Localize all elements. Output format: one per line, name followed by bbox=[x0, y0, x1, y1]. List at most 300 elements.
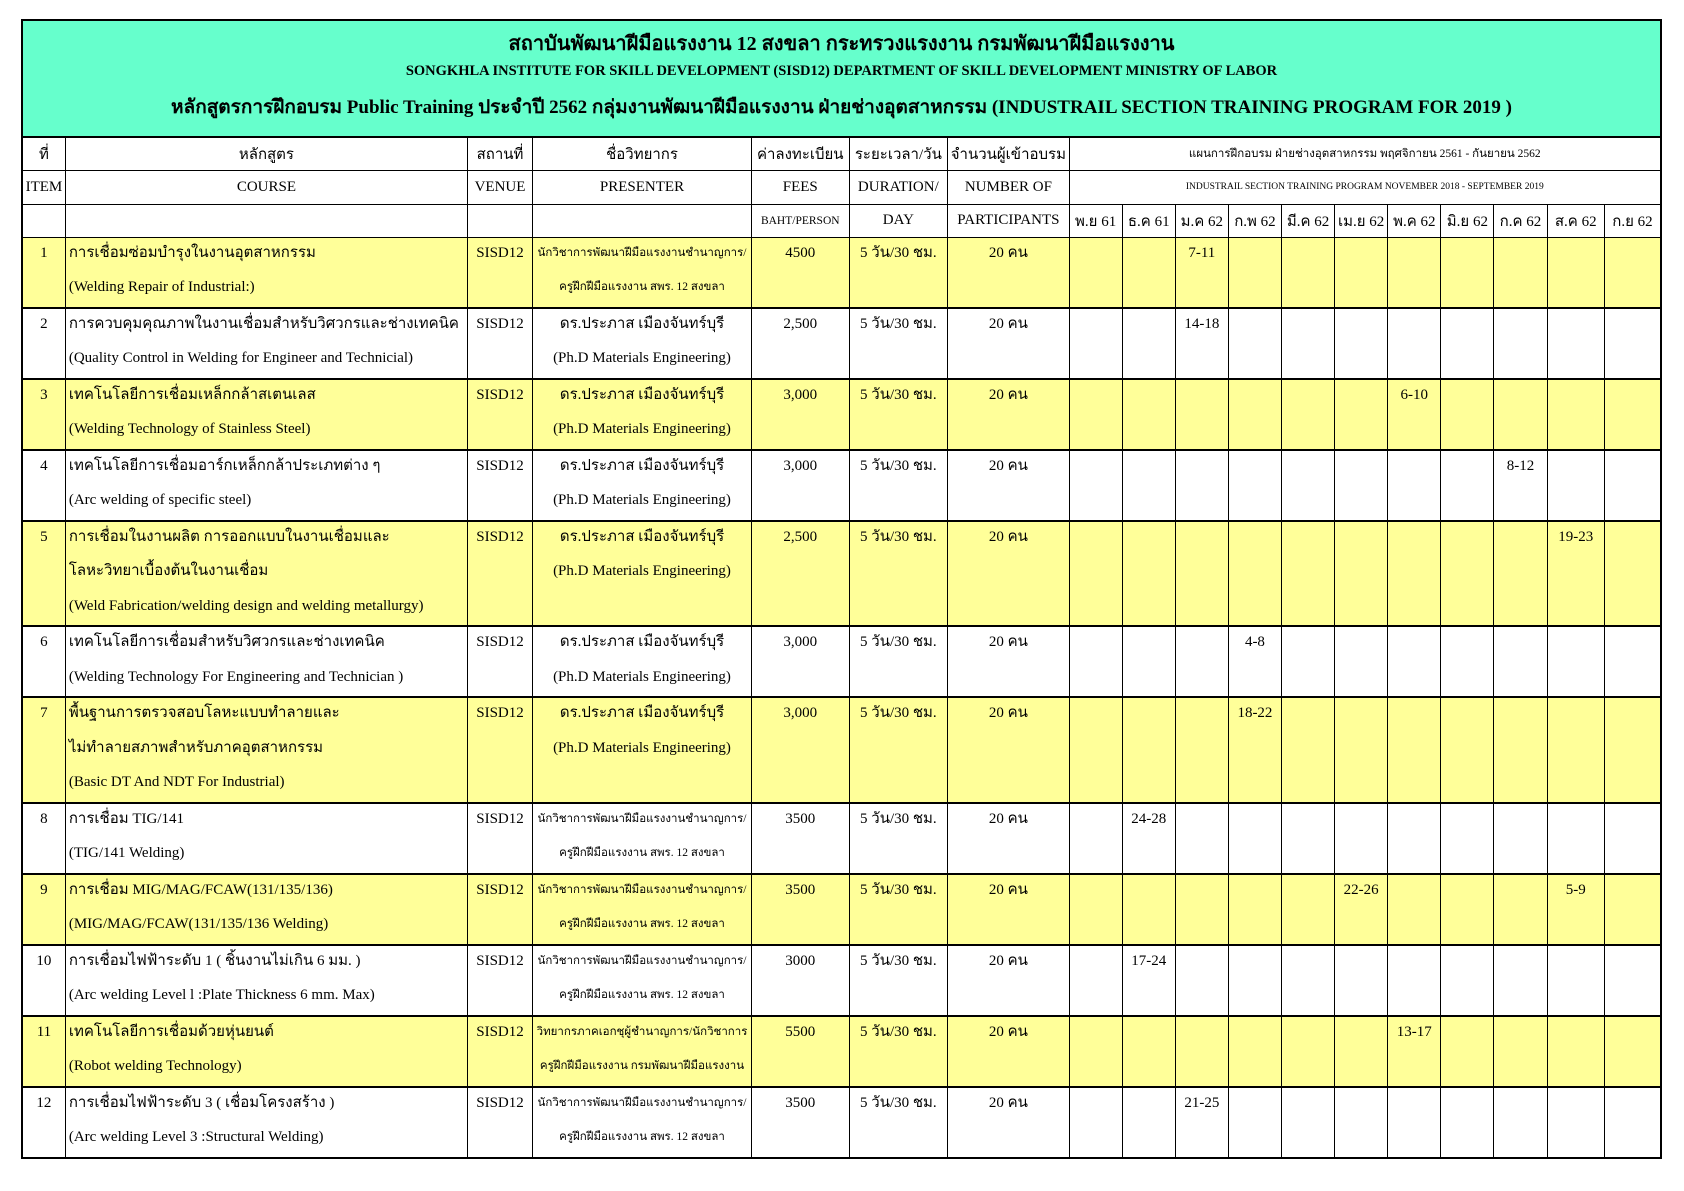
venue-cell bbox=[468, 450, 533, 521]
venue-text: SISD12 bbox=[476, 634, 524, 650]
fees-cell bbox=[751, 1087, 849, 1158]
fees-cell bbox=[751, 803, 849, 874]
fees-cell bbox=[751, 450, 849, 521]
schedule-cell-มิ.ย-62 bbox=[1441, 237, 1494, 308]
course-cell bbox=[65, 1016, 467, 1087]
schedule-cell-มี.ค-62 bbox=[1282, 626, 1335, 697]
course-cell bbox=[65, 945, 467, 1016]
schedule-cell-พ.ย-61 bbox=[1069, 1016, 1122, 1087]
schedule-cell-ส.ค-62 bbox=[1547, 697, 1604, 803]
duration-cell bbox=[849, 237, 948, 308]
schedule-cell-มี.ค-62 bbox=[1282, 1016, 1335, 1087]
course-line: โลหะวิทยาเบื้องต้นในงานเชื่อม bbox=[68, 563, 269, 579]
schedule-cell-ส.ค-62 bbox=[1547, 945, 1604, 1016]
item-number bbox=[22, 521, 65, 627]
participants-cell bbox=[948, 945, 1069, 1016]
duration-cell bbox=[849, 874, 948, 945]
schedule-cell-ส.ค-62 bbox=[1547, 450, 1604, 521]
participants-text: 20 คน bbox=[988, 1023, 1028, 1040]
fees-text: 3000 bbox=[785, 952, 816, 969]
table-row bbox=[22, 308, 1661, 379]
schedule-cell-ก.ค-62 bbox=[1494, 697, 1547, 803]
month-header-10: ก.ย 62 bbox=[1604, 204, 1661, 237]
presenter-cell bbox=[533, 308, 752, 379]
schedule-cell-ส.ค-62 bbox=[1547, 1087, 1604, 1158]
schedule-cell-มิ.ย-62 bbox=[1441, 945, 1494, 1016]
fees-cell bbox=[751, 308, 849, 379]
fees-text: 3500 bbox=[785, 1094, 816, 1111]
schedule-cell-พ.ค-62 bbox=[1388, 803, 1441, 874]
fees-cell bbox=[751, 521, 849, 627]
participants-cell bbox=[948, 626, 1069, 697]
schedule-cell-พ.ย-61 bbox=[1069, 379, 1122, 450]
schedule-cell-พ.ค-62 bbox=[1388, 1087, 1441, 1158]
course-cell bbox=[65, 450, 467, 521]
schedule-cell-พ.ค-62 bbox=[1388, 521, 1441, 627]
fees-cell bbox=[751, 874, 849, 945]
month-header-2: ม.ค 62 bbox=[1175, 204, 1228, 237]
course-line: ไม่ทำลายสภาพสำหรับภาคอุตสาหกรรม bbox=[68, 739, 324, 756]
schedule-cell-ธ.ค-61 bbox=[1122, 237, 1175, 308]
month-header-8: ก.ค 62 bbox=[1494, 204, 1547, 237]
col-item-th: ที่ bbox=[22, 137, 65, 170]
month-header-6: พ.ค 62 bbox=[1388, 204, 1441, 237]
duration-cell bbox=[849, 803, 948, 874]
schedule-cell-พ.ค-62 bbox=[1388, 237, 1441, 308]
schedule-cell-มี.ค-62 bbox=[1282, 1087, 1335, 1158]
course-line: การเชื่อมไฟฟ้าระดับ 1 ( ชิ้นงานไม่เกิน 6 มม. ) bbox=[68, 952, 361, 969]
schedule-cell-ก.ค-62 bbox=[1494, 874, 1547, 945]
presenter-line: ครูฝึกฝีมือแรงงาน สพร. 12 สงขลา bbox=[559, 281, 725, 293]
course-cell bbox=[65, 237, 467, 308]
venue-cell bbox=[468, 1087, 533, 1158]
schedule-cell-ธ.ค-61 bbox=[1122, 874, 1175, 945]
schedule-cell-ธ.ค-61 bbox=[1122, 521, 1175, 627]
schedule-cell-ก.พ-62 bbox=[1228, 1016, 1281, 1087]
col-course-en: COURSE bbox=[65, 170, 467, 204]
presenter-line: (Ph.D Materials Engineering) bbox=[553, 563, 731, 579]
venue-cell bbox=[468, 1016, 533, 1087]
schedule-cell-มี.ค-62 bbox=[1282, 803, 1335, 874]
fees-cell bbox=[751, 945, 849, 1016]
schedule-cell-ก.ค-62 bbox=[1494, 803, 1547, 874]
col-participants-th: จำนวนผู้เข้าอบรม bbox=[948, 137, 1069, 170]
schedule-cell-ม.ค-62 bbox=[1175, 379, 1228, 450]
participants-text: 20 คน bbox=[988, 386, 1028, 403]
schedule-cell-ก.พ-62: 18-22 bbox=[1228, 697, 1281, 803]
duration-text: 5 วัน/30 ชม. bbox=[860, 244, 937, 261]
venue-text: SISD12 bbox=[476, 1023, 524, 1040]
schedule-cell-ก.ค-62 bbox=[1494, 945, 1547, 1016]
schedule-cell-ก.ย-62 bbox=[1604, 803, 1661, 874]
course-cell bbox=[65, 626, 467, 697]
presenter-line: ครูฝึกฝีมือแรงงาน สพร. 12 สงขลา bbox=[559, 847, 725, 859]
presenter-line: ครูฝึกฝีมือแรงงาน สพร. 12 สงขลา bbox=[559, 1131, 725, 1143]
schedule-cell-เม.ย-62 bbox=[1335, 308, 1388, 379]
venue-text: SISD12 bbox=[476, 315, 524, 332]
duration-text: 5 วัน/30 ชม. bbox=[860, 634, 937, 650]
item-number bbox=[22, 308, 65, 379]
schedule-cell-เม.ย-62: 22-26 bbox=[1335, 874, 1388, 945]
month-header-0: พ.ย 61 bbox=[1069, 204, 1122, 237]
schedule-cell-ธ.ค-61 bbox=[1122, 697, 1175, 803]
duration-cell bbox=[849, 1016, 948, 1087]
schedule-cell-มิ.ย-62 bbox=[1441, 874, 1494, 945]
schedule-cell-พ.ค-62 bbox=[1388, 450, 1441, 521]
schedule-cell-มิ.ย-62 bbox=[1441, 803, 1494, 874]
presenter-cell bbox=[533, 626, 752, 697]
participants-text: 20 คน bbox=[988, 634, 1028, 650]
plan-header-en: INDUSTRAIL SECTION TRAINING PROGRAM NOVEMBER 2018 - SEPTEMBER 2019 bbox=[1069, 170, 1661, 204]
presenter-line: นักวิชาการพัฒนาฝีมือแรงงานชำนาญการ/ bbox=[537, 954, 747, 967]
col-venue-th: สถานที่ bbox=[468, 137, 533, 170]
presenter-line: ครูฝึกฝีมือแรงงาน กรมพัฒนาฝีมือแรงงาน bbox=[539, 1060, 745, 1072]
schedule-cell-ก.ค-62 bbox=[1494, 379, 1547, 450]
schedule-cell-ม.ค-62: 14-18 bbox=[1175, 308, 1228, 379]
course-line: (Weld Fabrication/welding design and welding metallurgy) bbox=[68, 597, 424, 614]
schedule-cell-ก.พ-62 bbox=[1228, 521, 1281, 627]
schedule-cell-มิ.ย-62 bbox=[1441, 697, 1494, 803]
schedule-cell-พ.ย-61 bbox=[1069, 450, 1122, 521]
schedule-cell-ธ.ค-61 bbox=[1122, 308, 1175, 379]
course-line: (TIG/141 Welding) bbox=[68, 845, 185, 861]
participants-cell bbox=[948, 1016, 1069, 1087]
course-cell bbox=[65, 521, 467, 627]
duration-text: 5 วัน/30 ชม. bbox=[860, 315, 937, 332]
item-number-text: 7 bbox=[40, 705, 48, 721]
table-row bbox=[22, 521, 1661, 627]
month-header-9: ส.ค 62 bbox=[1547, 204, 1604, 237]
schedule-cell-พ.ค-62 bbox=[1388, 874, 1441, 945]
schedule-cell-พ.ย-61 bbox=[1069, 521, 1122, 627]
schedule-cell-ธ.ค-61 bbox=[1122, 450, 1175, 521]
table-row bbox=[22, 874, 1661, 945]
col-fees-unit: BAHT/PERSON bbox=[751, 204, 849, 237]
fees-cell bbox=[751, 1016, 849, 1087]
participants-cell bbox=[948, 521, 1069, 627]
col-course-blank bbox=[65, 204, 467, 237]
participants-cell bbox=[948, 874, 1069, 945]
course-cell bbox=[65, 697, 467, 803]
venue-cell bbox=[468, 803, 533, 874]
venue-text: SISD12 bbox=[476, 457, 524, 474]
participants-cell bbox=[948, 237, 1069, 308]
duration-cell bbox=[849, 626, 948, 697]
month-header-3: ก.พ 62 bbox=[1228, 204, 1281, 237]
schedule-cell-มี.ค-62 bbox=[1282, 450, 1335, 521]
item-number-text: 6 bbox=[40, 634, 48, 650]
schedule-cell-มี.ค-62 bbox=[1282, 379, 1335, 450]
schedule-cell-ก.ค-62 bbox=[1494, 1087, 1547, 1158]
presenter-line: (Ph.D Materials Engineering) bbox=[553, 739, 731, 756]
course-line: การเชื่อมในงานผลิต การออกแบบในงานเชื่อมและ bbox=[68, 528, 390, 545]
item-number bbox=[22, 1087, 65, 1158]
table-row bbox=[22, 1016, 1661, 1087]
course-line: (MIG/MAG/FCAW(131/135/136 Welding) bbox=[68, 916, 329, 932]
participants-cell bbox=[948, 450, 1069, 521]
schedule-cell-ม.ค-62 bbox=[1175, 874, 1228, 945]
schedule-cell-เม.ย-62 bbox=[1335, 379, 1388, 450]
schedule-cell-ก.ย-62 bbox=[1604, 874, 1661, 945]
schedule-cell-ธ.ค-61 bbox=[1122, 1087, 1175, 1158]
presenter-line: ครูฝึกฝีมือแรงงาน สพร. 12 สงขลา bbox=[559, 918, 725, 930]
schedule-cell-ส.ค-62 bbox=[1547, 308, 1604, 379]
schedule-cell-ธ.ค-61 bbox=[1122, 379, 1175, 450]
course-line: (Robot welding Technology) bbox=[68, 1058, 242, 1074]
venue-text: SISD12 bbox=[476, 244, 524, 261]
presenter-cell bbox=[533, 1087, 752, 1158]
schedule-cell-ม.ค-62 bbox=[1175, 1016, 1228, 1087]
presenter-line: ดร.ประภาส เมืองจันทร์บุรี bbox=[559, 386, 725, 403]
schedule-cell-ก.พ-62 bbox=[1228, 237, 1281, 308]
schedule-cell-พ.ย-61 bbox=[1069, 626, 1122, 697]
presenter-line: นักวิชาการพัฒนาฝีมือแรงงานชำนาญการ/ bbox=[537, 812, 747, 825]
venue-cell bbox=[468, 521, 533, 627]
fees-text: 2,500 bbox=[783, 315, 818, 332]
schedule-cell-มิ.ย-62 bbox=[1441, 450, 1494, 521]
fees-text: 3,000 bbox=[783, 386, 818, 403]
course-line: เทคโนโลยีการเชื่อมอาร์กเหล็กกล้าประเภทต่าง ๆ bbox=[68, 457, 381, 474]
item-number bbox=[22, 450, 65, 521]
col-course-th: หลักสูตร bbox=[65, 137, 467, 170]
month-header-5: เม.ย 62 bbox=[1335, 204, 1388, 237]
presenter-line: ครูฝึกฝีมือแรงงาน สพร. 12 สงขลา bbox=[559, 989, 725, 1001]
schedule-cell-ก.พ-62 bbox=[1228, 450, 1281, 521]
schedule-cell-พ.ย-61 bbox=[1069, 874, 1122, 945]
duration-cell bbox=[849, 450, 948, 521]
presenter-line: (Ph.D Materials Engineering) bbox=[553, 421, 731, 437]
item-number bbox=[22, 379, 65, 450]
schedule-cell-ส.ค-62 bbox=[1547, 237, 1604, 308]
participants-text: 20 คน bbox=[988, 952, 1028, 969]
presenter-cell bbox=[533, 521, 752, 627]
fees-text: 3500 bbox=[785, 881, 816, 898]
duration-text: 5 วัน/30 ชม. bbox=[860, 952, 937, 969]
venue-text: SISD12 bbox=[476, 952, 524, 969]
course-cell bbox=[65, 308, 467, 379]
presenter-cell bbox=[533, 1016, 752, 1087]
course-line: (Welding Repair of Industrial:) bbox=[68, 279, 255, 295]
schedule-cell-ก.ย-62 bbox=[1604, 450, 1661, 521]
schedule-cell-มิ.ย-62 bbox=[1441, 1087, 1494, 1158]
schedule-cell-ก.ย-62 bbox=[1604, 379, 1661, 450]
duration-text: 5 วัน/30 ชม. bbox=[860, 386, 937, 403]
schedule-cell-ม.ค-62 bbox=[1175, 697, 1228, 803]
fees-cell bbox=[751, 237, 849, 308]
month-header-4: มี.ค 62 bbox=[1282, 204, 1335, 237]
schedule-cell-ก.ย-62 bbox=[1604, 945, 1661, 1016]
schedule-cell-พ.ย-61 bbox=[1069, 308, 1122, 379]
col-venue-blank bbox=[468, 204, 533, 237]
venue-cell bbox=[468, 308, 533, 379]
schedule-cell-มี.ค-62 bbox=[1282, 308, 1335, 379]
venue-text: SISD12 bbox=[476, 1094, 524, 1111]
schedule-cell-ส.ค-62: 5-9 bbox=[1547, 874, 1604, 945]
schedule-cell-พ.ค-62: 13-17 bbox=[1388, 1016, 1441, 1087]
venue-cell bbox=[468, 874, 533, 945]
fees-cell bbox=[751, 379, 849, 450]
schedule-cell-ก.พ-62 bbox=[1228, 945, 1281, 1016]
fees-text: 2,500 bbox=[783, 528, 818, 545]
table-row bbox=[22, 450, 1661, 521]
presenter-cell bbox=[533, 450, 752, 521]
course-line: (Basic DT And NDT For Industrial) bbox=[68, 774, 285, 790]
month-header-7: มิ.ย 62 bbox=[1441, 204, 1494, 237]
item-number-text: 9 bbox=[40, 881, 48, 898]
table-row bbox=[22, 626, 1661, 697]
schedule-cell-พ.ค-62 bbox=[1388, 308, 1441, 379]
schedule-cell-เม.ย-62 bbox=[1335, 697, 1388, 803]
title-thai: สถาบันพัฒนาฝีมือแรงงาน 12 สงขลา กระทรวงแรงงาน กรมพัฒนาฝีมือแรงงาน bbox=[508, 33, 1175, 55]
participants-cell bbox=[948, 803, 1069, 874]
schedule-cell-เม.ย-62 bbox=[1335, 626, 1388, 697]
duration-cell bbox=[849, 945, 948, 1016]
course-line: การควบคุมคุณภาพในงานเชื่อมสำหรับวิศวกรและช่างเทคนิค bbox=[68, 315, 459, 332]
table-body bbox=[22, 237, 1661, 1158]
presenter-line: ดร.ประภาส เมืองจันทร์บุรี bbox=[559, 528, 725, 545]
table-row bbox=[22, 945, 1661, 1016]
schedule-cell-ส.ค-62 bbox=[1547, 1016, 1604, 1087]
presenter-line: (Ph.D Materials Engineering) bbox=[553, 350, 731, 366]
training-schedule-sheet bbox=[21, 19, 1662, 1159]
fees-cell bbox=[751, 626, 849, 697]
schedule-cell-ก.ค-62 bbox=[1494, 308, 1547, 379]
course-line: (Arc welding Level 3 :Structural Welding) bbox=[68, 1129, 324, 1145]
participants-text: 20 คน bbox=[988, 705, 1028, 721]
presenter-cell bbox=[533, 874, 752, 945]
course-cell bbox=[65, 379, 467, 450]
duration-cell bbox=[849, 379, 948, 450]
schedule-cell-มิ.ย-62 bbox=[1441, 1016, 1494, 1087]
fees-text: 4500 bbox=[785, 244, 816, 261]
venue-text: SISD12 bbox=[476, 528, 524, 545]
col-duration-th: ระยะเวลา/วัน bbox=[849, 137, 948, 170]
schedule-cell-ก.ค-62: 8-12 bbox=[1494, 450, 1547, 521]
schedule-cell-ก.ย-62 bbox=[1604, 626, 1661, 697]
schedule-cell-มี.ค-62 bbox=[1282, 945, 1335, 1016]
course-cell bbox=[65, 1087, 467, 1158]
presenter-line: นักวิชาการพัฒนาฝีมือแรงงานชำนาญการ/ bbox=[537, 883, 747, 896]
participants-text: 20 คน bbox=[988, 881, 1028, 898]
duration-cell bbox=[849, 308, 948, 379]
schedule-cell-ส.ค-62 bbox=[1547, 626, 1604, 697]
course-line: (Welding Technology For Engineering and Technician ) bbox=[68, 668, 404, 685]
duration-cell bbox=[849, 521, 948, 627]
schedule-cell-พ.ย-61 bbox=[1069, 803, 1122, 874]
venue-cell bbox=[468, 945, 533, 1016]
item-number bbox=[22, 1016, 65, 1087]
title-block bbox=[21, 19, 1662, 136]
col-duration-unit: DAY bbox=[849, 204, 948, 237]
fees-cell bbox=[751, 697, 849, 803]
fees-text: 5500 bbox=[785, 1023, 816, 1040]
schedule-cell-เม.ย-62 bbox=[1335, 237, 1388, 308]
venue-cell bbox=[468, 626, 533, 697]
table-row bbox=[22, 803, 1661, 874]
course-line: เทคโนโลยีการเชื่อมสำหรับวิศวกรและช่างเทคนิค bbox=[68, 634, 385, 650]
plan-header-th: แผนการฝึกอบรม ฝ่ายช่างอุตสาหกรรม พฤศจิกายน 2561 - กันยายน 2562 bbox=[1069, 137, 1661, 170]
venue-cell bbox=[468, 237, 533, 308]
presenter-cell bbox=[533, 945, 752, 1016]
schedule-cell-ม.ค-62: 21-25 bbox=[1175, 1087, 1228, 1158]
item-number bbox=[22, 803, 65, 874]
schedule-cell-เม.ย-62 bbox=[1335, 450, 1388, 521]
item-number bbox=[22, 626, 65, 697]
schedule-cell-ก.ค-62 bbox=[1494, 237, 1547, 308]
table-header bbox=[22, 137, 1661, 237]
course-line: (Quality Control in Welding for Engineer and Technicial) bbox=[68, 350, 414, 366]
item-number-text: 8 bbox=[40, 810, 48, 827]
schedule-cell-ส.ค-62 bbox=[1547, 803, 1604, 874]
title-english: SONGKHLA INSTITUTE FOR SKILL DEVELOPMENT (SISD12) DEPARTMENT OF SKILL DEVELOPMENT MINISTRY OF LABOR bbox=[405, 63, 1278, 79]
presenter-cell bbox=[533, 379, 752, 450]
duration-text: 5 วัน/30 ชม. bbox=[860, 457, 937, 474]
schedule-cell-ก.พ-62 bbox=[1228, 379, 1281, 450]
schedule-cell-เม.ย-62 bbox=[1335, 1087, 1388, 1158]
duration-cell bbox=[849, 697, 948, 803]
schedule-cell-พ.ค-62: 6-10 bbox=[1388, 379, 1441, 450]
schedule-cell-ก.พ-62 bbox=[1228, 308, 1281, 379]
schedule-cell-ส.ค-62: 19-23 bbox=[1547, 521, 1604, 627]
item-number-text: 1 bbox=[40, 244, 48, 261]
schedule-cell-มี.ค-62 bbox=[1282, 874, 1335, 945]
item-number-text: 12 bbox=[36, 1094, 52, 1111]
schedule-cell-ก.ย-62 bbox=[1604, 1016, 1661, 1087]
duration-text: 5 วัน/30 ชม. bbox=[860, 881, 937, 898]
venue-text: SISD12 bbox=[476, 386, 524, 403]
schedule-cell-ก.พ-62 bbox=[1228, 1087, 1281, 1158]
col-fees-th: ค่าลงทะเบียน bbox=[751, 137, 849, 170]
schedule-cell-ก.ย-62 bbox=[1604, 308, 1661, 379]
presenter-line: ดร.ประภาส เมืองจันทร์บุรี bbox=[559, 634, 725, 650]
schedule-cell-ก.พ-62: 4-8 bbox=[1228, 626, 1281, 697]
fees-text: 3,000 bbox=[783, 457, 818, 474]
schedule-cell-มิ.ย-62 bbox=[1441, 626, 1494, 697]
schedule-cell-มี.ค-62 bbox=[1282, 697, 1335, 803]
table-row bbox=[22, 237, 1661, 308]
col-venue-en: VENUE bbox=[468, 170, 533, 204]
schedule-cell-ก.พ-62 bbox=[1228, 803, 1281, 874]
participants-cell bbox=[948, 379, 1069, 450]
course-line: การเชื่อมซ่อมบำรุงในงานอุตสาหกรรม bbox=[68, 244, 316, 261]
schedule-cell-ก.ย-62 bbox=[1604, 237, 1661, 308]
col-presenter-th: ชื่อวิทยากร bbox=[533, 137, 752, 170]
participants-text: 20 คน bbox=[988, 528, 1028, 545]
schedule-cell-พ.ค-62 bbox=[1388, 945, 1441, 1016]
col-item-blank bbox=[22, 204, 65, 237]
schedule-cell-ก.ค-62 bbox=[1494, 521, 1547, 627]
col-fees-en: FEES bbox=[751, 170, 849, 204]
schedule-cell-มิ.ย-62 bbox=[1441, 379, 1494, 450]
presenter-line: (Ph.D Materials Engineering) bbox=[553, 668, 731, 685]
schedule-cell-ม.ค-62 bbox=[1175, 945, 1228, 1016]
schedule-cell-ส.ค-62 bbox=[1547, 379, 1604, 450]
duration-text: 5 วัน/30 ชม. bbox=[860, 705, 937, 721]
participants-cell bbox=[948, 1087, 1069, 1158]
schedule-cell-ก.พ-62 bbox=[1228, 874, 1281, 945]
col-item-en: ITEM bbox=[22, 170, 65, 204]
schedule-cell-ธ.ค-61 bbox=[1122, 626, 1175, 697]
schedule-cell-ธ.ค-61 bbox=[1122, 1016, 1175, 1087]
presenter-line: ดร.ประภาส เมืองจันทร์บุรี bbox=[559, 457, 725, 474]
item-number bbox=[22, 697, 65, 803]
col-participants-unit: PARTICIPANTS bbox=[948, 204, 1069, 237]
presenter-line: (Ph.D Materials Engineering) bbox=[553, 492, 731, 508]
training-table bbox=[21, 136, 1662, 1159]
schedule-cell-พ.ย-61 bbox=[1069, 237, 1122, 308]
course-cell bbox=[65, 803, 467, 874]
col-presenter-en: PRESENTER bbox=[533, 170, 752, 204]
